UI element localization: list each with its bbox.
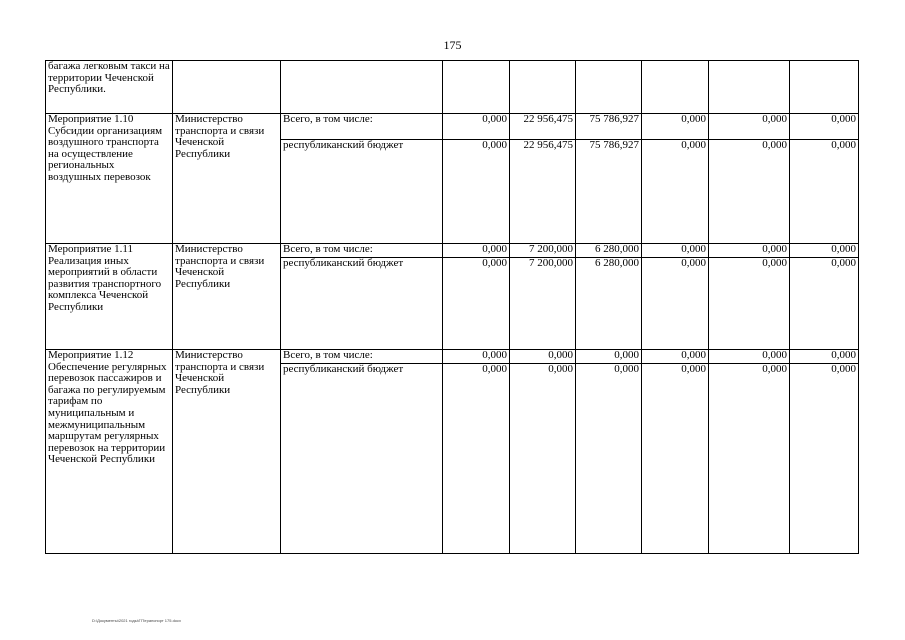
executor-cell: Министерство транспорта и связи Чеченской Республики xyxy=(173,244,281,350)
value-cell: 6 280,000 xyxy=(576,258,642,350)
value-cell: 7 200,000 xyxy=(510,244,576,258)
value-cell: 7 200,000 xyxy=(510,258,576,350)
page-number: 175 xyxy=(443,38,462,52)
value-cell: 0,000 xyxy=(790,258,859,350)
value-cell xyxy=(790,61,859,114)
value-cell: 0,000 xyxy=(576,364,642,554)
value-cell xyxy=(576,61,642,114)
value-cell: 0,000 xyxy=(642,350,709,364)
measure-cell: багажа легковым такси на территории Чеченской Республики. xyxy=(46,61,173,114)
executor-cell xyxy=(173,61,281,114)
table-row xyxy=(46,114,859,140)
measure-cell: Мероприятие 1.12 Обеспечение регулярных перевозок пассажиров и багажа по регулируемым тарифам по муниципальным и межмуниципальным маршрутам регулярных перевозок на территории Чеченской Республики xyxy=(46,350,173,554)
value-cell: 22 956,475 xyxy=(510,114,576,140)
value-cell: 0,000 xyxy=(790,244,859,258)
value-cell xyxy=(443,61,510,114)
value-cell: 0,000 xyxy=(790,350,859,364)
value-cell: 0,000 xyxy=(709,258,790,350)
source-cell: Всего, в том числе: xyxy=(281,350,443,364)
table-row xyxy=(46,244,859,258)
budget-table xyxy=(45,60,859,554)
value-cell xyxy=(510,61,576,114)
value-cell xyxy=(709,61,790,114)
value-cell: 0,000 xyxy=(709,114,790,140)
executor-cell: Министерство транспорта и связи Чеченской Республики xyxy=(173,114,281,244)
value-cell: 75 786,927 xyxy=(576,114,642,140)
value-cell: 0,000 xyxy=(642,258,709,350)
source-cell xyxy=(281,61,443,114)
value-cell: 0,000 xyxy=(709,244,790,258)
value-cell: 0,000 xyxy=(709,364,790,554)
value-cell: 0,000 xyxy=(443,350,510,364)
value-cell: 0,000 xyxy=(790,114,859,140)
measure-cell: Мероприятие 1.10 Субсидии организациям воздушного транспорта на осуществление региональных воздушных перевозок xyxy=(46,114,173,244)
executor-cell: Министерство транспорта и связи Чеченской Республики xyxy=(173,350,281,554)
value-cell xyxy=(642,61,709,114)
value-cell: 0,000 xyxy=(642,244,709,258)
value-cell: 0,000 xyxy=(576,350,642,364)
source-cell: Всего, в том числе: xyxy=(281,244,443,258)
value-cell: 0,000 xyxy=(443,140,510,244)
value-cell: 0,000 xyxy=(790,140,859,244)
source-cell: Всего, в том числе: xyxy=(281,114,443,140)
source-cell: республиканский бюджет xyxy=(281,364,443,554)
value-cell: 0,000 xyxy=(642,114,709,140)
value-cell: 0,000 xyxy=(790,364,859,554)
value-cell: 0,000 xyxy=(642,364,709,554)
value-cell: 0,000 xyxy=(443,364,510,554)
measure-cell: Мероприятие 1.11 Реализация иных мероприятий в области развития транспортного комплекса Чеченской Республики xyxy=(46,244,173,350)
value-cell: 22 956,475 xyxy=(510,140,576,244)
value-cell: 0,000 xyxy=(510,350,576,364)
value-cell: 75 786,927 xyxy=(576,140,642,244)
value-cell: 0,000 xyxy=(443,258,510,350)
value-cell: 0,000 xyxy=(443,114,510,140)
value-cell: 0,000 xyxy=(709,140,790,244)
value-cell: 0,000 xyxy=(510,364,576,554)
value-cell: 0,000 xyxy=(642,140,709,244)
value-cell: 6 280,000 xyxy=(576,244,642,258)
value-cell: 0,000 xyxy=(443,244,510,258)
table-row-continued xyxy=(46,61,859,114)
table-row xyxy=(46,350,859,364)
file-path-footer: D:\Документы\2021 годы\ГП\транспорт 175.docx xyxy=(92,618,182,623)
source-cell: республиканский бюджет xyxy=(281,258,443,350)
value-cell: 0,000 xyxy=(709,350,790,364)
source-cell: республиканский бюджет xyxy=(281,140,443,244)
